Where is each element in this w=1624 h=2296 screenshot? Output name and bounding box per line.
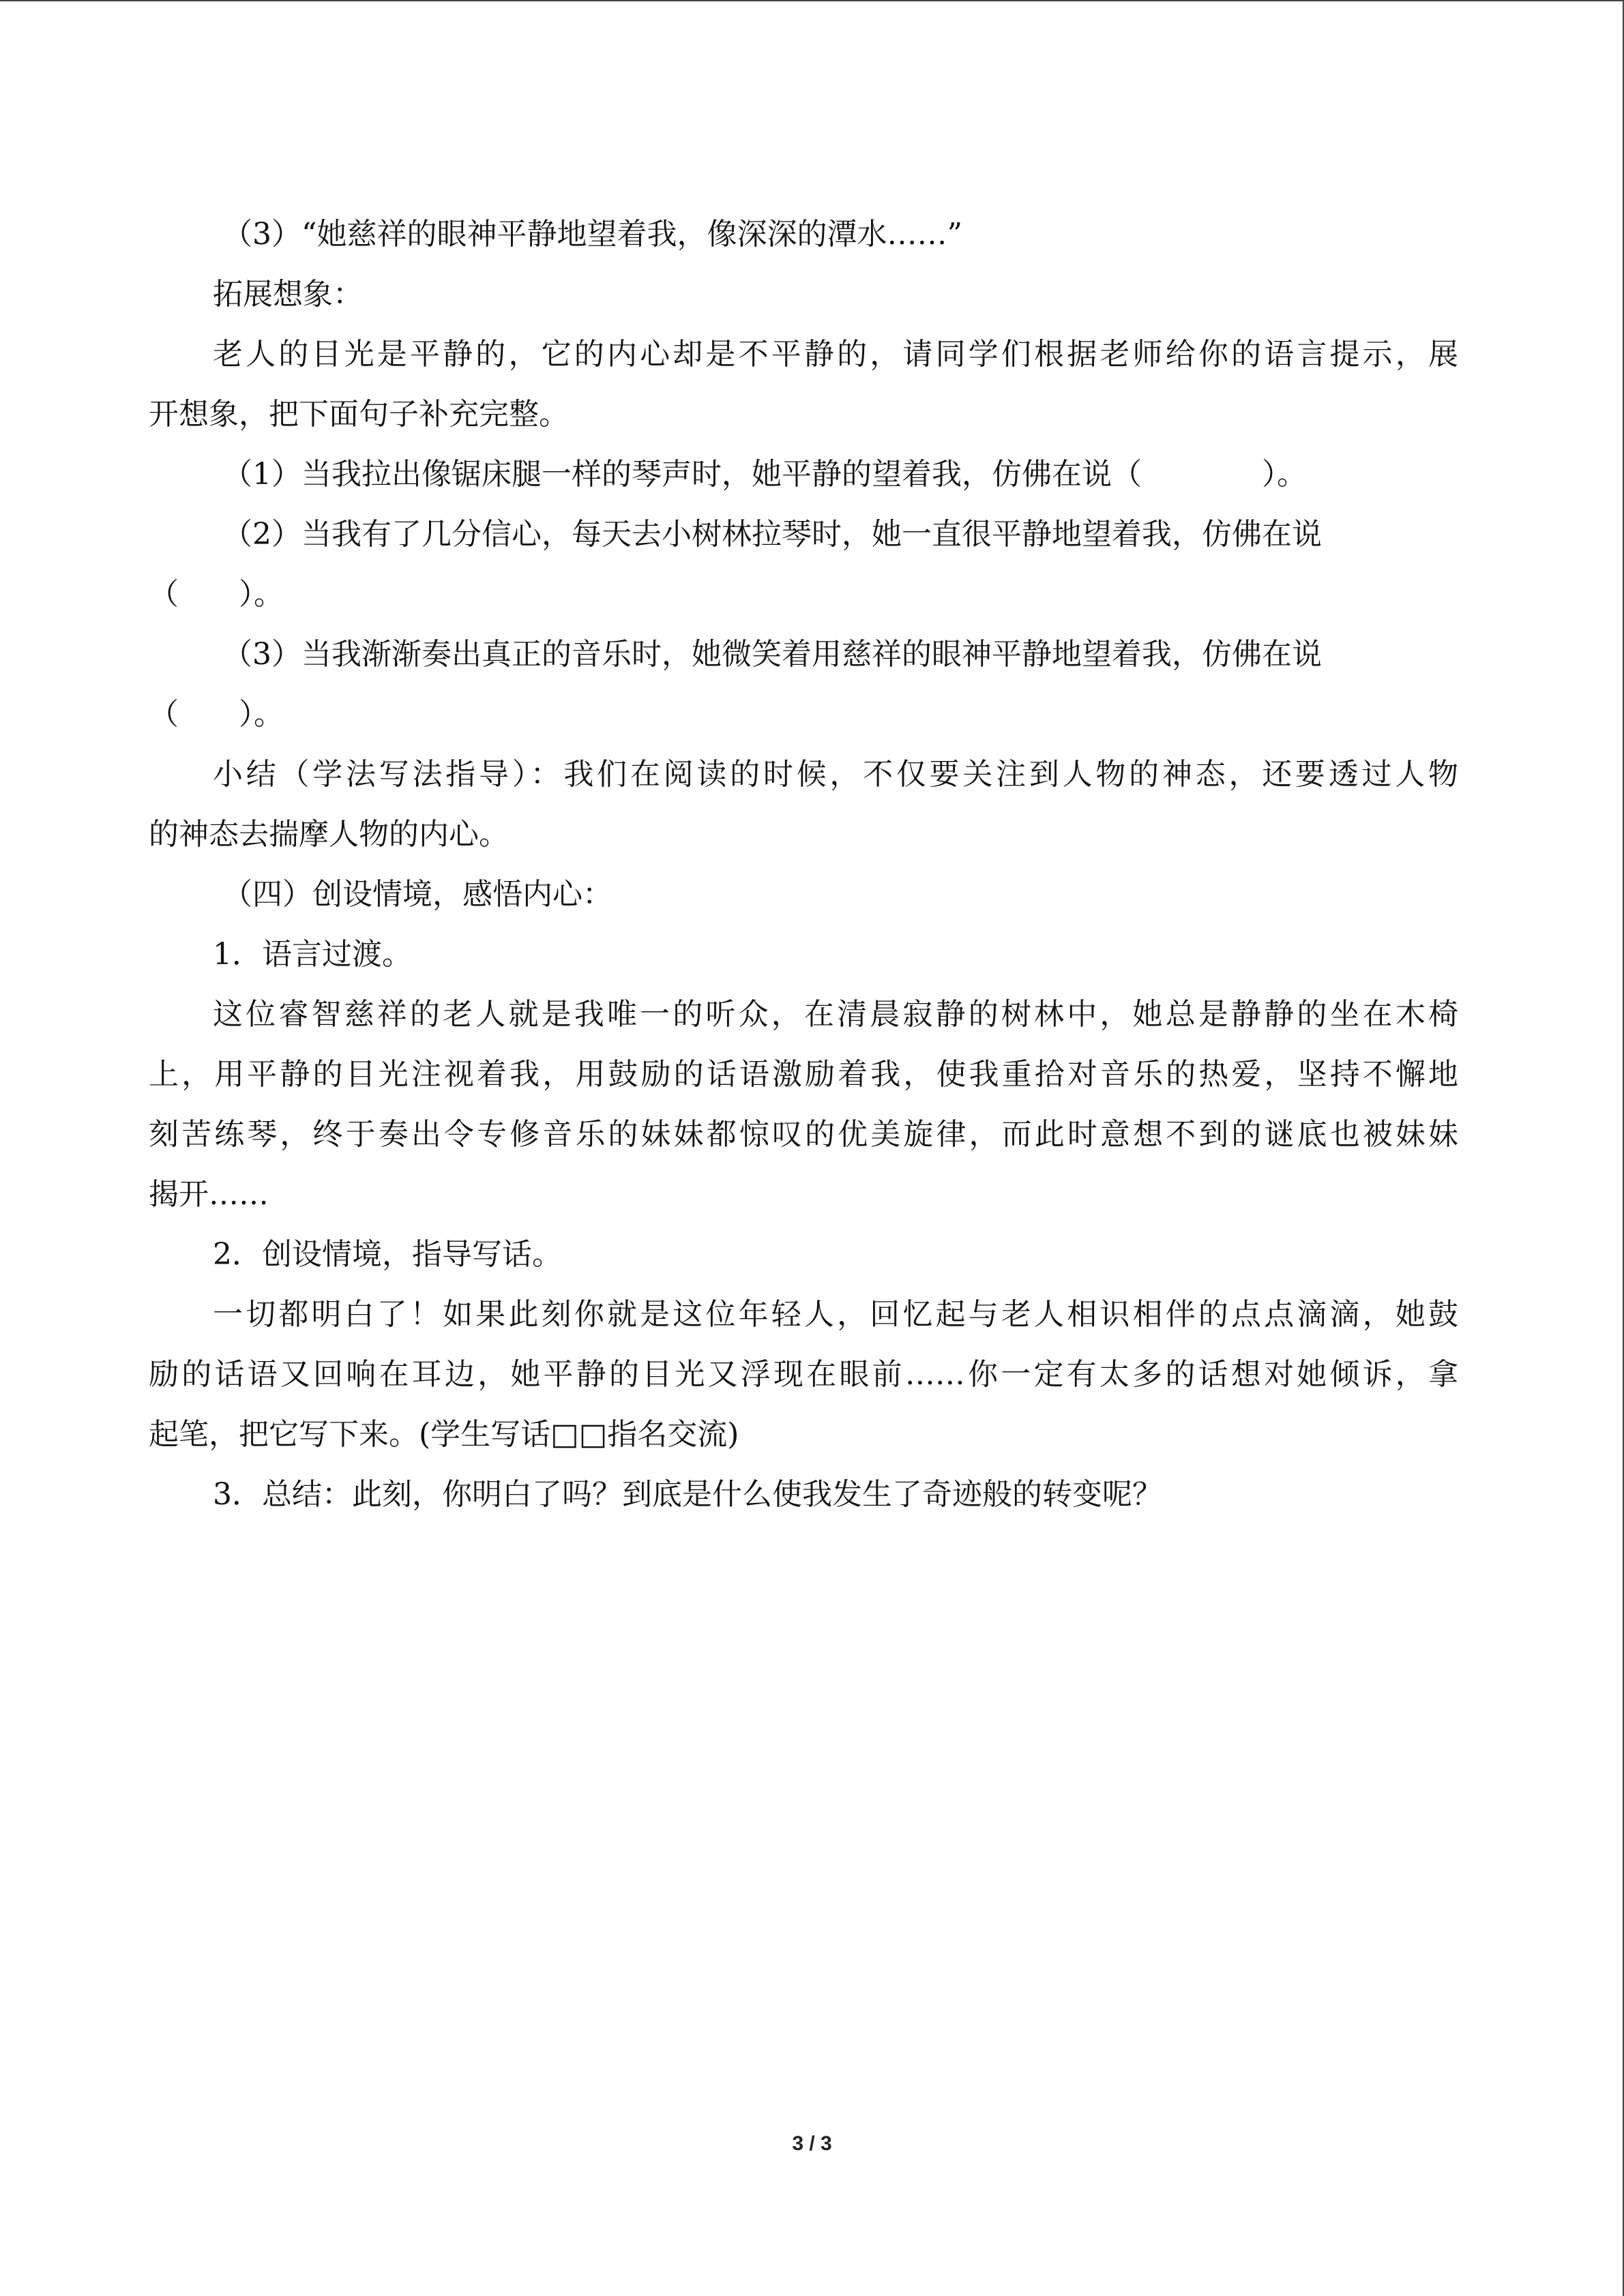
text-line: （2）当我有了几分信心，每天去小树林拉琴时，她一直很平静地望着我，仿佛在说 (222, 517, 1322, 552)
text-line: 这位睿智慈祥的老人就是我唯一的听众，在清晨寂静的树林中，她总是静静的坐在木椅 (213, 997, 1458, 1032)
text-line: （3）“她慈祥的眼神平静地望着我，像深深的潭水……” (222, 217, 962, 252)
text-line: 的神态去揣摩人物的内心。 (149, 817, 509, 852)
text-line: 上，用平静的目光注视着我，用鼓励的话语激励着我，使我重拾对音乐的热爱，坚持不懈地 (149, 1057, 1458, 1092)
text-line: 一切都明白了！如果此刻你就是这位年轻人，回忆起与老人相识相伴的点点滴滴，她鼓 (213, 1297, 1458, 1332)
text-line: （ ）。 (149, 577, 284, 612)
page-number: 3 / 3 (792, 2132, 832, 2155)
text-line: （ ）。 (149, 697, 284, 732)
text-line: （3）当我渐渐奏出真正的音乐时，她微笑着用慈祥的眼神平静地望着我，仿佛在说 (222, 637, 1322, 672)
text-line: 小结（学法写法指导）：我们在阅读的时候，不仅要关注到人物的神态，还要透过人物 (213, 757, 1458, 792)
text-line: 2．创设情境，指导写话。 (213, 1237, 562, 1272)
text-line: 起笔，把它写下来。(学生写话□□指名交流) (149, 1417, 739, 1452)
text-line: 老人的目光是平静的，它的内心却是不平静的，请同学们根据老师给你的语言提示，展 (213, 337, 1458, 372)
document-body (149, 205, 1458, 1525)
text-line: 开想象，把下面句子补充完整。 (149, 397, 569, 432)
page-top-border (0, 0, 1624, 1)
text-line: 刻苦练琴，终于奏出令专修音乐的妹妹都惊叹的优美旋律，而此时意想不到的谜底也被妹妹 (149, 1117, 1458, 1152)
text-line: 励的话语又回响在耳边，她平静的目光又浮现在眼前……你一定有太多的话想对她倾诉，拿 (149, 1357, 1458, 1392)
text-line: 3．总结：此刻，你明白了吗？到底是什么使我发生了奇迹般的转变呢？ (213, 1477, 1162, 1512)
text-line: （1）当我拉出像锯床腿一样的琴声时，她平静的望着我，仿佛在说（ ）。 (222, 457, 1307, 492)
text-line: 拓展想象： (213, 277, 363, 312)
text-line: 1．语言过渡。 (213, 937, 412, 972)
text-line: 揭开…… (149, 1177, 269, 1212)
section-heading: （四）创设情境，感悟内心： (222, 877, 612, 912)
